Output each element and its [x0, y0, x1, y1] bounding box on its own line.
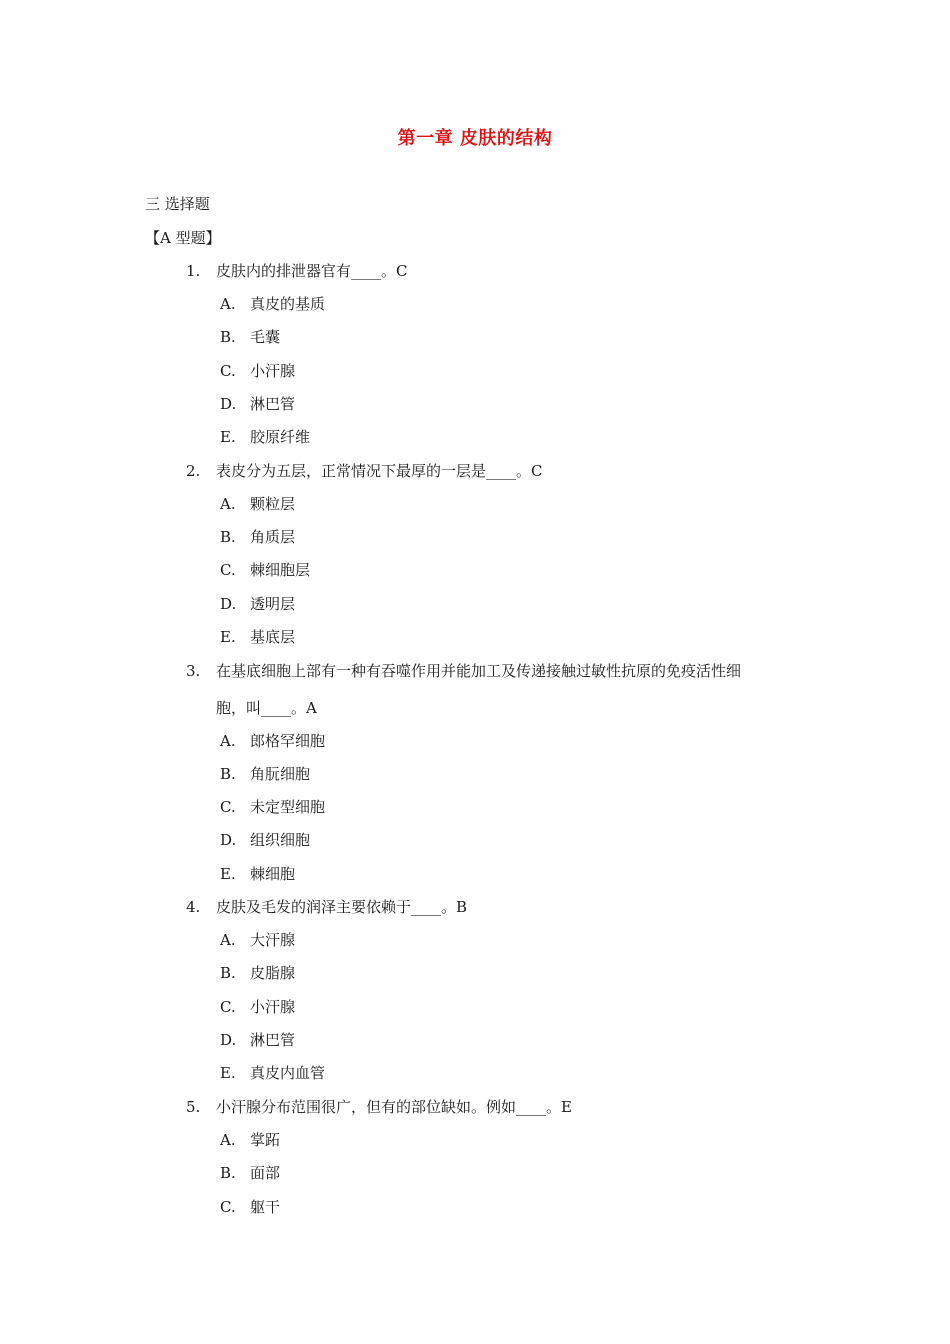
question-number: 1. [186, 262, 201, 280]
option-text: 透明层 [250, 595, 296, 613]
option-label: C. [220, 998, 236, 1016]
option-label: A. [220, 1131, 236, 1149]
question-2 [186, 461, 543, 481]
question-text: 皮肤及毛发的润泽主要依赖于____。B [216, 898, 468, 916]
question-text: 在基底细胞上部有一种有吞噬作用并能加工及传递接触过敏性抗原的免疫活性细 [216, 662, 742, 680]
option-text: 小汗腺 [250, 362, 296, 380]
option-text: 基底层 [250, 628, 296, 646]
option-row [220, 797, 326, 817]
option-text: 毛囊 [250, 328, 281, 346]
section-heading: 三 选择题 [145, 195, 210, 213]
option-label: C. [220, 798, 236, 816]
option-text: 角朊细胞 [250, 765, 311, 783]
question-number: 2. [186, 462, 201, 480]
option-label: D. [220, 395, 237, 413]
option-row [220, 1130, 281, 1150]
option-label: A. [220, 732, 236, 750]
option-row [220, 494, 296, 514]
question-type-heading: 【A 型题】 [145, 229, 221, 247]
option-text: 面部 [250, 1164, 281, 1182]
question-1 [186, 261, 408, 281]
option-label: B. [220, 765, 236, 783]
option-label: C. [220, 362, 236, 380]
option-text: 大汗腺 [250, 931, 296, 949]
option-row [220, 1163, 281, 1183]
option-row [220, 864, 296, 884]
option-row [220, 594, 296, 614]
question-4 [186, 897, 468, 917]
option-row [220, 627, 296, 647]
chapter-title: 第一章 皮肤的结构 [397, 128, 553, 149]
option-text: 郎格罕细胞 [250, 732, 326, 750]
option-text: 角质层 [250, 528, 296, 546]
question-text-continuation: 胞，叫____。A [216, 699, 317, 717]
option-label: D. [220, 595, 237, 613]
option-text: 真皮的基质 [250, 295, 326, 313]
option-text: 躯干 [250, 1198, 281, 1216]
question-number: 3. [186, 662, 201, 680]
option-text: 皮脂腺 [250, 964, 296, 982]
question-text: 皮肤内的排泄器官有____。C [216, 262, 408, 280]
question-text: 表皮分为五层，正常情况下最厚的一层是____。C [216, 462, 543, 480]
option-label: A. [220, 295, 236, 313]
option-row [220, 427, 311, 447]
option-text: 真皮内血管 [250, 1064, 326, 1082]
option-label: A. [220, 931, 236, 949]
question-number: 5. [186, 1098, 201, 1116]
option-text: 未定型细胞 [250, 798, 326, 816]
option-row [220, 963, 296, 983]
question-5 [186, 1097, 572, 1117]
option-row [220, 1030, 296, 1050]
option-label: C. [220, 561, 236, 579]
option-row [220, 731, 326, 751]
option-row [220, 1063, 326, 1083]
option-label: E. [220, 428, 236, 446]
option-text: 胶原纤维 [250, 428, 311, 446]
question-number: 4. [186, 898, 201, 916]
option-row [220, 294, 326, 314]
option-label: A. [220, 495, 236, 513]
option-row [220, 361, 296, 381]
option-label: B. [220, 964, 236, 982]
option-row [220, 560, 311, 580]
option-row [220, 327, 281, 347]
option-text: 颗粒层 [250, 495, 296, 513]
option-row [220, 1197, 281, 1217]
option-text: 组织细胞 [250, 831, 311, 849]
option-text: 棘细胞 [250, 865, 296, 883]
option-label: B. [220, 1164, 236, 1182]
option-text: 淋巴管 [250, 1031, 296, 1049]
option-label: D. [220, 831, 237, 849]
option-text: 掌跖 [250, 1131, 281, 1149]
option-label: C. [220, 1198, 236, 1216]
option-row [220, 997, 296, 1017]
option-row [220, 527, 296, 547]
option-text: 棘细胞层 [250, 561, 311, 579]
option-row [220, 764, 311, 784]
option-row [220, 830, 311, 850]
option-label: B. [220, 328, 236, 346]
option-label: B. [220, 528, 236, 546]
option-row [220, 930, 296, 950]
option-row [220, 394, 296, 414]
question-text: 小汗腺分布范围很广，但有的部位缺如。例如____。E [216, 1098, 572, 1116]
option-text: 小汗腺 [250, 998, 296, 1016]
option-label: E. [220, 628, 236, 646]
option-text: 淋巴管 [250, 395, 296, 413]
option-label: E. [220, 1064, 236, 1082]
option-label: E. [220, 865, 236, 883]
question-3 [186, 661, 742, 681]
option-label: D. [220, 1031, 237, 1049]
